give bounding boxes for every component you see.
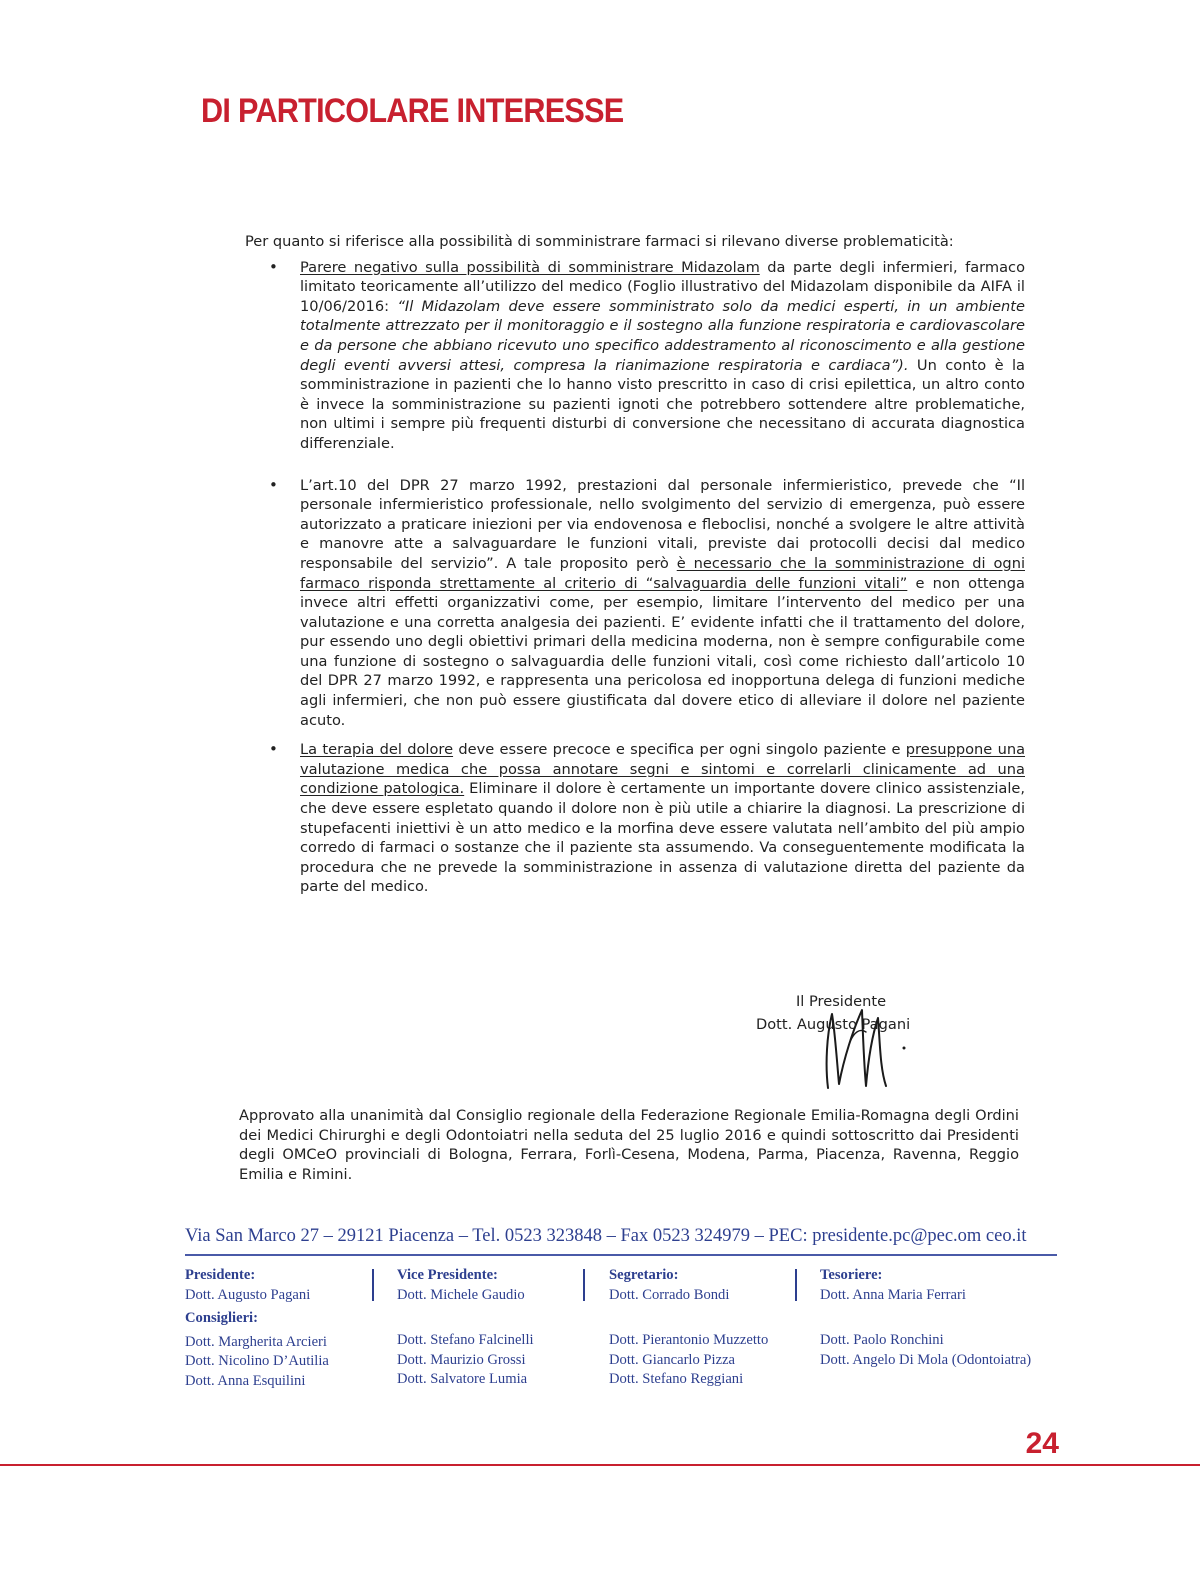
page-bottom-rule [0,1464,1200,1466]
consiglieri-list-1 [185,1333,329,1392]
issue-pain-text-a: deve essere precoce e specifica per ogni singolo paziente e [453,741,906,759]
consigliere-name: Dott. Giancarlo Pizza [609,1351,736,1368]
consigliere-name: Dott. Salvatore Lumia [397,1371,528,1387]
footer-divider [185,1254,1057,1256]
board-column-tesoriere [820,1266,1031,1370]
name-presidente: Dott. Augusto Pagani [185,1286,311,1303]
issue-dpr-text-b: e non ottenga invece altri effetti organizzativi come, per esempio, limitare l’intervento del medico per una valutazione e una corretta analgesia dei pazienti. E’ evidente infatti che il trattamento del dolore, pur essendo uno degli obiettivi primari della medicina moderna, non è sempre configurabile come una funzione di sostegno o salvaguardia delle funzioni vitali, così come richiesto dall’articolo 10 del DPR 27 marzo 1992, e rappresenta una pericolosa ed inopportuna delega di funzioni mediche agli infermieri, che non può essere giustificata dal dovere etico di alleviare il dolore nel paziente acuto. [300,574,1025,729]
letter-intro: Per quanto si riferisce alla possibilità di somministrare farmaci si rilevano diverse problematicità: [245,233,954,250]
handwritten-signature [808,1002,918,1097]
board-column-vice-presidente [397,1266,534,1390]
consiglieri-list-4 [820,1331,1031,1370]
consigliere-name: Dott. Angelo Di Mola (Odontoiatra) [820,1351,1032,1368]
board-column-segretario [609,1266,768,1390]
issue-pain-underlined-b: presuppone una valutazione medica che possa annotare segni e sintomi e correlarli clinicamente ad una condizione patologica. [300,741,1026,798]
role-tesoriere: Tesoriere: [820,1267,883,1283]
role-segretario: Segretario: [609,1267,679,1283]
name-vice-presidente: Dott. Michele Gaudio [397,1286,525,1303]
issue-midazolam-text-b: Un conto è la somministrazione in pazienti che lo hanno visto prescritto in caso di crisi epilettica, un altro conto è invece la somministrazione su pazienti ignoti che potrebbero sottendere altre problematiche, non ultimi i sempre più frequenti disturbi di conversione che necessitano di accurata diagnostica differenziale. [300,356,1025,452]
footer-contact-line: Via San Marco 27 – 29121 Piacenza – Tel. 0523 323848 – Fax 0523 324979 – PEC: presidente.pc@pec.om ceo.it [185,1226,1027,1246]
column-divider [583,1269,585,1301]
issue-midazolam-quote: “Il Midazolam deve essere somministrato solo da medici esperti, in un ambiente totalmente attrezzato per il monitoraggio e il sostegno alla funzione respiratoria e cardiovascolare e da persone che abbiano ricevuto uno specifico addestramento al riconoscimento e alla gestione degli eventi avversi attesi, compresa la rianimazione respiratoria e cardiaca”). [300,297,1026,374]
name-segretario: Dott. Corrado Bondi [609,1286,730,1303]
letter-body [245,232,1025,919]
role-vice-presidente: Vice Presidente: [397,1267,498,1283]
consiglieri-list-2 [397,1331,534,1390]
section-title: DI PARTICOLARE INTERESSE [201,92,624,130]
consigliere-name: Dott. Stefano Falcinelli [397,1332,534,1348]
board-column-presidente [185,1266,329,1391]
consigliere-name: Dott. Nicolino D’Autilia [185,1353,329,1369]
issue-pain-underlined-a: La terapia del dolore [300,741,454,759]
signature-name: Dott. Augusto Pagani [756,1016,911,1033]
role-presidente: Presidente: [185,1267,256,1283]
page-number: 24 [1025,1427,1059,1460]
approval-note: Approvato alla unanimità dal Consiglio regionale della Federazione Regionale Emilia-Romagna degli Ordini dei Medici Chirurghi e degli Odontoiatri nella seduta del 25 luglio 2016 e quindi sottoscritto dai Presidenti degli OMCeO provinciali di Bologna, Ferrara, Forlì-Cesena, Modena, Parma, Piacenza, Ravenna, Reggio Emilia e Rimini. [239,1107,1019,1183]
issue-midazolam-text-a: da parte degli infermieri, farmaco limitato teoricamente all’utilizzo del medico (Foglio illustrativo del Midazolam disponibile da AIFA il 10/06/2016: [300,258,1026,315]
name-tesoriere: Dott. Anna Maria Ferrari [820,1286,966,1303]
consigliere-name: Dott. Pierantonio Muzzetto [609,1332,769,1348]
column-divider [795,1269,797,1301]
issues-list [245,258,1025,897]
issue-dpr-art10 [245,476,1025,731]
consigliere-name: Dott. Maurizio Grossi [397,1351,526,1368]
consigliere-name: Dott. Anna Esquilini [185,1372,306,1389]
role-consiglieri: Consiglieri: [185,1310,258,1326]
consigliere-name: Dott. Stefano Reggiani [609,1371,744,1387]
issue-midazolam-underlined: Parere negativo sulla possibilità di somministrare Midazolam [300,258,760,276]
issue-pain-therapy [245,740,1025,897]
issue-dpr-underlined: è necessario che la somministrazione di ogni farmaco risponda strettamente al criterio di “salvaguardia delle funzioni vitali” [300,554,1025,592]
column-divider [372,1269,374,1301]
issue-midazolam [245,258,1025,454]
issue-pain-text-b: Eliminare il dolore è certamente un importante dovere clinico assistenziale, che deve essere espletato quando il dolore non è più utile a chiarire la diagnosi. La prescrizione di stupefacenti iniettivi è un atto medico e la morfina deve essere valutata nell’ambito del più ampio corredo di farmaci o sostanze che il paziente sta assumendo. Va conseguentemente modificata la procedura che ne prevede la somministrazione in assenza di valutazione diretta del paziente da parte del medico. [300,780,1025,896]
signature-role: Il Presidente [796,993,887,1010]
consiglieri-list-3 [609,1331,768,1390]
issue-dpr-text-a: L’art.10 del DPR 27 marzo 1992, prestazioni dal personale infermieristico, prevede che “Il personale infermieristico professionale, nello svolgimento del servizio di emergenza, può essere autorizzato a praticare iniezioni per via endovenosa e fleboclisi, nonché a svolgere le altre attività e manovre atte a salvaguardare le funzioni vitali, previste dai protocolli decisi dal medico responsabile del servizio”. A tale proposito però [300,476,1025,572]
consigliere-name: Dott. Margherita Arcieri [185,1333,327,1350]
consigliere-name: Dott. Paolo Ronchini [820,1332,944,1348]
